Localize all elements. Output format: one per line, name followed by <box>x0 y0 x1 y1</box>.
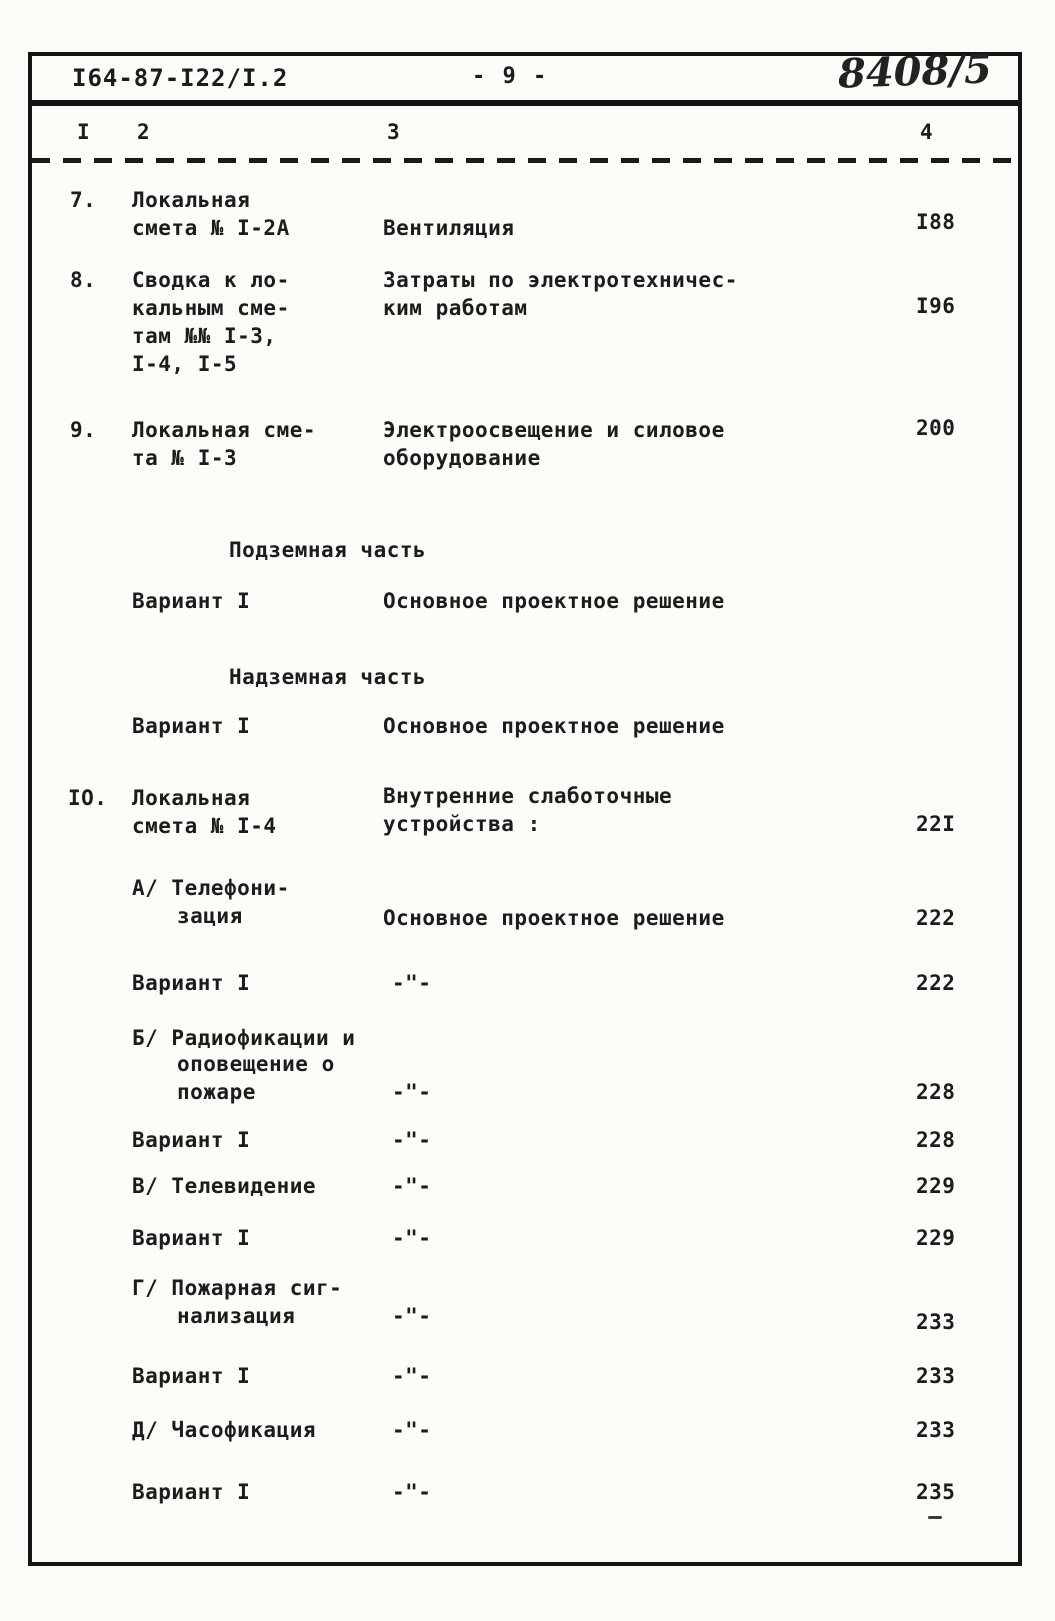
variant-label: Вариант I <box>132 1480 251 1504</box>
entry-title-line: Сводка к ло- <box>132 268 290 292</box>
subitem-page-ref: 222 <box>916 906 956 930</box>
variant-desc: Основное проектное решение <box>383 714 725 738</box>
subitem-page-ref: 233 <box>916 1310 956 1334</box>
ditto-mark: -"- <box>392 1128 432 1152</box>
entry-desc-line: Затраты по электротехничес- <box>383 268 738 292</box>
entry-desc-line: Вентиляция <box>383 216 515 240</box>
ditto-mark: -"- <box>392 1364 432 1388</box>
variant-label: Вариант I <box>132 971 251 995</box>
subitem-label-line: пожаре <box>177 1080 256 1104</box>
subitem-page-ref: 228 <box>916 1128 956 1152</box>
entry-page-ref: 22I <box>916 812 956 836</box>
entry-page-ref: I88 <box>916 210 956 234</box>
column-header-2: 2 <box>137 120 151 144</box>
subitem-desc: Основное проектное решение <box>383 906 725 930</box>
entry-number: 7. <box>70 188 97 212</box>
handwritten-number: 8408/5 <box>837 45 993 98</box>
variant-label: Вариант I <box>132 1226 251 1250</box>
entry-title-line: Локальная сме- <box>132 418 317 442</box>
subitem-label-line: А/ Телефони- <box>132 876 290 900</box>
variant-label: Вариант I <box>132 1128 251 1152</box>
subitem-page-ref: 229 <box>916 1174 956 1198</box>
section-heading: Надземная часть <box>229 665 427 689</box>
smudge-mark <box>928 1516 942 1519</box>
subitem-page-ref: 233 <box>916 1364 956 1388</box>
ditto-mark: -"- <box>392 1174 432 1198</box>
ditto-mark: -"- <box>392 1080 432 1104</box>
entry-title-line: смета № I-4 <box>132 814 277 838</box>
column-header-3: 3 <box>387 120 401 144</box>
entry-page-ref: I96 <box>916 294 956 318</box>
ditto-mark: -"- <box>392 1226 432 1250</box>
variant-desc: Основное проектное решение <box>383 589 725 613</box>
page-number: - 9 - <box>472 64 549 89</box>
header-separator-line <box>28 100 1022 106</box>
subitem-page-ref: 222 <box>916 971 956 995</box>
entry-title-line: кальным сме- <box>132 296 290 320</box>
entry-page-ref: 200 <box>916 416 956 440</box>
entry-desc-line: ким работам <box>383 296 528 320</box>
subitem-label-line: Г/ Пожарная сиг- <box>132 1276 343 1300</box>
entry-title-line: Локальная <box>132 786 251 810</box>
variant-label: Вариант I <box>132 1364 251 1388</box>
subitem-label-line: Д/ Часофикация <box>132 1418 317 1442</box>
subitem-label-line: зация <box>177 904 243 928</box>
column-header-1: I <box>77 120 91 144</box>
column-header-4: 4 <box>920 120 934 144</box>
column-header-dashed-line <box>32 158 1018 163</box>
variant-label: Вариант I <box>132 714 251 738</box>
entry-desc-line: оборудование <box>383 446 541 470</box>
variant-label: Вариант I <box>132 589 251 613</box>
subitem-page-ref: 229 <box>916 1226 956 1250</box>
entry-title-line: смета № I-2А <box>132 216 290 240</box>
section-heading: Подземная часть <box>229 538 427 562</box>
entry-number: 9. <box>70 418 97 442</box>
ditto-mark: -"- <box>392 1480 432 1504</box>
subitem-label-line: нализация <box>177 1304 296 1328</box>
subitem-page-ref: 233 <box>916 1418 956 1442</box>
subitem-label-line: оповещение о <box>177 1052 335 1076</box>
entry-number: IO. <box>68 786 108 810</box>
ditto-mark: -"- <box>392 971 432 995</box>
doc-number: I64-87-I22/I.2 <box>72 64 289 92</box>
entry-title-line: Локальная <box>132 188 251 212</box>
entry-title-line: та № I-3 <box>132 446 238 470</box>
subitem-page-ref: 235 <box>916 1480 956 1504</box>
entry-title-line: I-4, I-5 <box>132 352 238 376</box>
subitem-label-line: В/ Телевидение <box>132 1174 317 1198</box>
entry-title-line: там №№ I-3, <box>132 324 277 348</box>
ditto-mark: -"- <box>392 1304 432 1328</box>
entry-desc-line: устройства : <box>383 812 541 836</box>
entry-desc-line: Электроосвещение и силовое <box>383 418 725 442</box>
entry-number: 8. <box>70 268 97 292</box>
entry-desc-line: Внутренние слаботочные <box>383 784 673 808</box>
subitem-label-line: Б/ Радиофикации и <box>132 1026 356 1050</box>
subitem-page-ref: 228 <box>916 1080 956 1104</box>
ditto-mark: -"- <box>392 1418 432 1442</box>
